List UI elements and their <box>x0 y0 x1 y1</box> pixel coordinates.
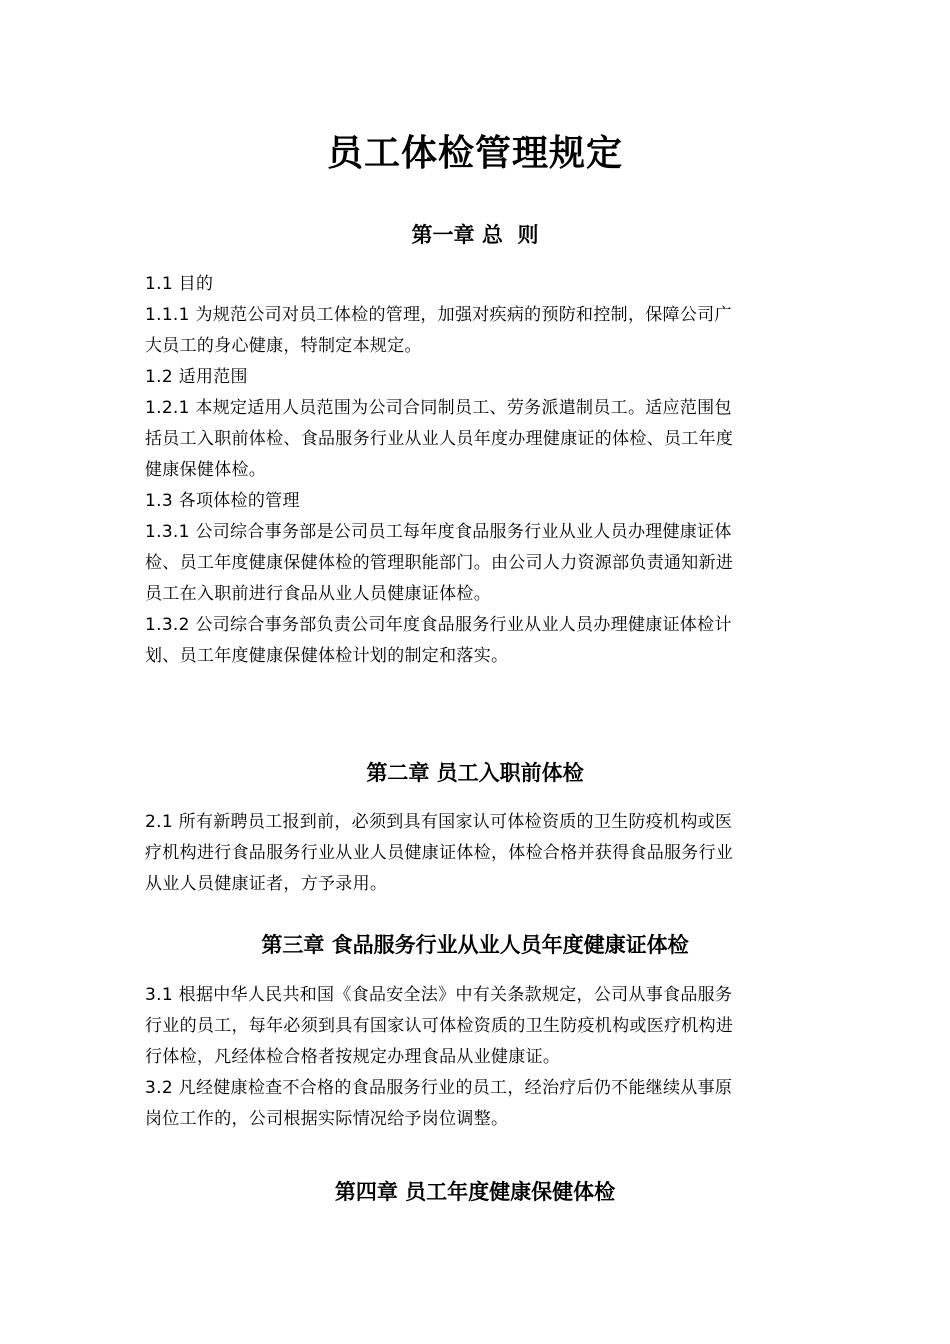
text-line: 行体检，凡经体检合格者按规定办理食品从业健康证。 <box>145 1047 561 1067</box>
paragraph-3-2 <box>145 1073 807 1135</box>
text-line: 1.2.1 本规定适用人员范围为公司合同制员工、劳务派遣制员工。适应范围包 <box>145 398 732 418</box>
paragraph-2-1 <box>145 807 807 900</box>
chapter-3-heading: 第三章 食品服务行业从业人员年度健康证体检 <box>261 933 689 957</box>
chapter-1-heading: 第一章 总 则 <box>411 223 539 247</box>
text-line: 1.3.1 公司综合事务部是公司员工每年度食品服务行业从业人员办理健康证体 <box>145 522 732 542</box>
text-line: 疗机构进行食品服务行业从业人员健康证体检，体检合格并获得食品服务行业 <box>145 843 734 863</box>
text-line: 2.1 所有新聘员工报到前，必须到具有国家认可体检资质的卫生防疫机构或医 <box>145 812 733 832</box>
chapter-3-body <box>145 980 807 1135</box>
page-title: 员工体检管理规定 <box>326 133 623 174</box>
text-line: 从业人员健康证者，方予录用。 <box>145 874 388 894</box>
text-line: 3.2 凡经健康检查不合格的食品服务行业的员工，经治疗后仍不能继续从事原 <box>145 1078 733 1098</box>
text-line: 健康保健体检。 <box>145 460 267 480</box>
text-line: 1.1.1 为规范公司对员工体检的管理，加强对疾病的预防和控制，保障公司广 <box>145 305 732 325</box>
text-line: 1.2 适用范围 <box>145 367 248 387</box>
chapter-4-heading: 第四章 员工年度健康保健体检 <box>334 1180 616 1204</box>
text-line: 1.3.2 公司综合事务部负责公司年度食品服务行业从业人员办理健康证体检计 <box>145 615 732 635</box>
paragraph-1-3-1 <box>145 517 807 610</box>
paragraph-1-3 <box>145 486 807 517</box>
text-line: 3.1 根据中华人民共和国《食品安全法》中有关条款规定，公司从事食品服务 <box>145 985 733 1005</box>
paragraph-1-2 <box>145 362 807 393</box>
text-line: 大员工的身心健康，特制定本规定。 <box>145 336 422 356</box>
text-line: 行业的员工，每年必须到具有国家认可体检资质的卫生防疫机构或医疗机构进 <box>145 1016 734 1036</box>
paragraph-1-2-1 <box>145 393 807 486</box>
text-line: 员工在入职前进行食品从业人员健康证体检。 <box>145 584 491 604</box>
chapter-1-body <box>145 269 807 672</box>
chapter-2-heading: 第二章 员工入职前体检 <box>366 761 584 785</box>
text-line: 岗位工作的，公司根据实际情况给予岗位调整。 <box>145 1109 509 1129</box>
chapter-2-body <box>145 807 807 900</box>
paragraph-3-1 <box>145 980 807 1073</box>
text-line: 1.3 各项体检的管理 <box>145 491 300 511</box>
paragraph-1-3-2 <box>145 610 807 672</box>
text-line: 1.1 目的 <box>145 274 214 294</box>
text-line: 检、员工年度健康保健体检的管理职能部门。由公司人力资源部负责通知新进 <box>145 553 734 573</box>
text-line: 括员工入职前体检、食品服务行业从业人员年度办理健康证的体检、员工年度 <box>145 429 734 449</box>
paragraph-1-1 <box>145 269 807 300</box>
paragraph-1-1-1 <box>145 300 807 362</box>
text-line: 划、员工年度健康保健体检计划的制定和落实。 <box>145 646 509 666</box>
